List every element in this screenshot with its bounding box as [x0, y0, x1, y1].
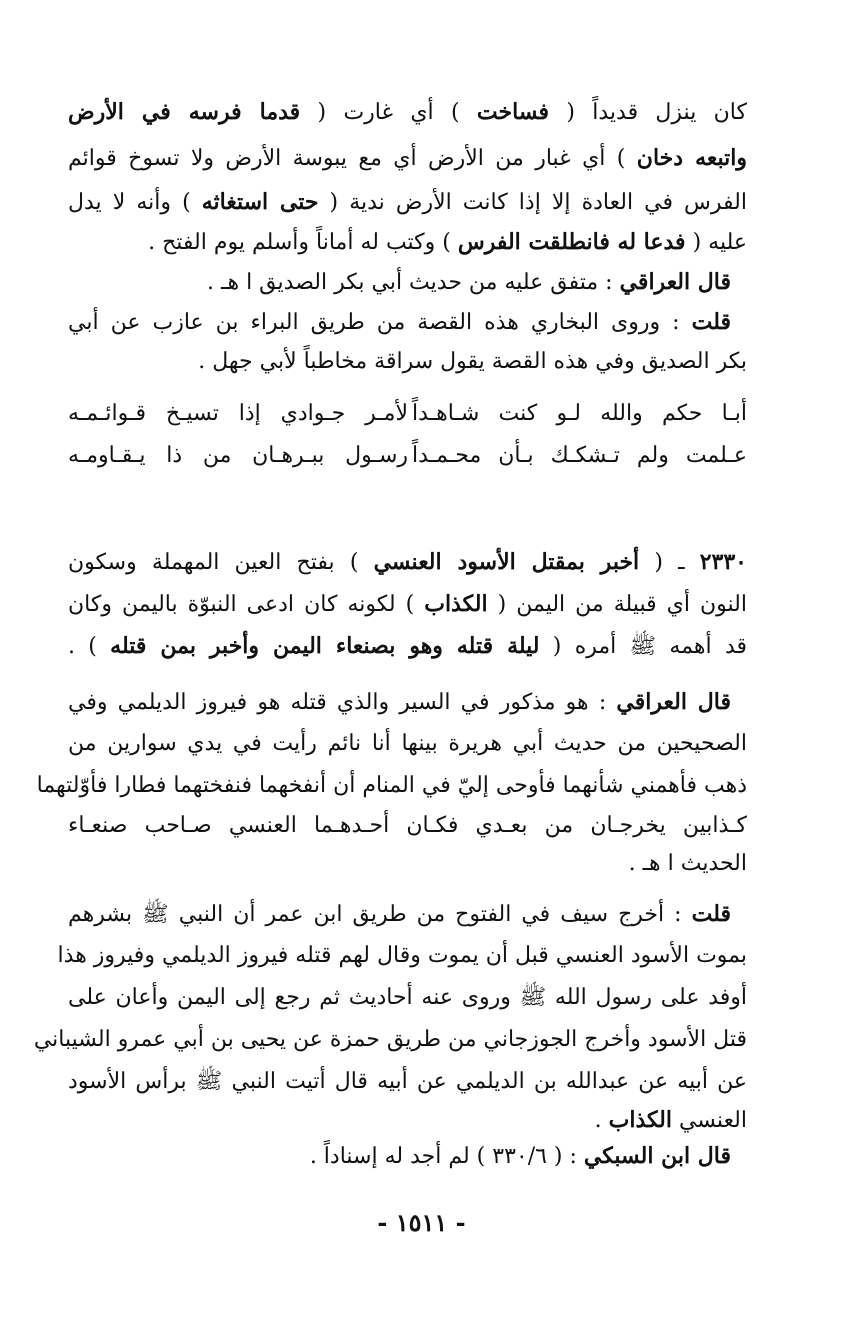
paragraph-line: كـذابين يخرجـان من بعـدي فكـان أحـدهـما العنسي صـاحب صنعـاء: [68, 813, 747, 838]
paragraph-line: أوفد على رسول الله ﷺ وروى عنه أحاديث ثم رجع إلى اليمن وأعان على: [68, 985, 747, 1010]
paragraph-line: قلت : وروى البخاري هذه القصة من طريق البراء بن عازب عن أبي: [68, 309, 731, 335]
paragraph-line: ٢٣٣٠ ـ ( أخبر بمقتل الأسود العنسي ) بفتح العين المهملة وسكون: [68, 549, 747, 575]
paragraph-line: عن أبيه عن عبدالله بن الديلمي عن أبيه قال أتيت النبي ﷺ برأس الأسود: [68, 1069, 747, 1094]
paragraph-line: الفرس في العادة إلا إذا كانت الأرض ندية ( حتى استغاثه ) وأنه لا يدل: [68, 189, 747, 215]
paragraph-line: الحديث ا هـ .: [628, 851, 747, 876]
verse-first-hemistich: أبـا حكم والله لـو كنت شـاهـداً: [412, 401, 747, 426]
paragraph-line: قال العراقي : هو مذكور في السير والذي قتله هو فيروز الديلمي وفي: [68, 689, 731, 715]
paragraph-line: ذهب فأهمني شأنهما فأوحى إليّ في المنام أن أنفخهما فنفختهما فطارا فأوّلتهما: [36, 773, 747, 798]
paragraph-line: قال ابن السبكي : ( ٣٣٠/٦ ) لم أجد له إسناداً .: [309, 1143, 731, 1169]
verse-second-hemistich: رسـول ببـرهـان من ذا يـقـاومـه: [68, 443, 408, 468]
page-number: - ١٥١١ -: [377, 1208, 466, 1237]
paragraph-line: النون أي قبيلة من اليمن ( الكذاب ) لكونه كان ادعى النبوّة باليمن وكان: [68, 591, 747, 617]
paragraph-line: قد أهمه ﷺ أمره ( ليلة قتله وهو بصنعاء اليمن وأخبر بمن قتله ) .: [68, 633, 748, 659]
paragraph-line: قتل الأسود وأخرج الجوزجاني من طريق حمزة عن يحيى بن أبي عمرو الشيباني: [33, 1027, 747, 1052]
paragraph-line: كان ينزل قديداً ( فساخت ) أي غارت ( قدما فرسه في الأرض: [68, 99, 747, 125]
paragraph-line: قال العراقي : متفق عليه من حديث أبي بكر الصديق ا هـ .: [207, 269, 731, 295]
verse-first-hemistich: عـلمت ولم تـشكـك بـأن محـمـداً: [412, 443, 747, 468]
paragraph-line: بكر الصديق وفي هذه القصة يقول سراقة مخاطباً لأبي جهل .: [198, 349, 747, 374]
paragraph-line: عليه ( فدعا له فانطلقت الفرس ) وكتب له أماناً وأسلم يوم الفتح .: [148, 229, 747, 255]
paragraph-line: واتبعه دخان ) أي غبار من الأرض أي مع يبوسة الأرض ولا تسوخ قوائم: [68, 145, 747, 171]
paragraph-line: الصحيحين من حديث أبي هريرة بينها أنا نائم رأيت في يدي سوارين من: [68, 731, 747, 756]
verse-second-hemistich: لأمـر جـوادي إذا تسيـخ قـوائـمـه: [68, 401, 408, 426]
paragraph-line: بموت الأسود العنسي قبل أن يموت وقال لهم قتله فيروز الديلمي وفيروز هذا: [57, 943, 747, 968]
paragraph-line: قلت : أخرج سيف في الفتوح من طريق ابن عمر أن النبي ﷺ بشرهم: [68, 901, 731, 927]
paragraph-line: العنسي الكذاب .: [594, 1107, 747, 1133]
